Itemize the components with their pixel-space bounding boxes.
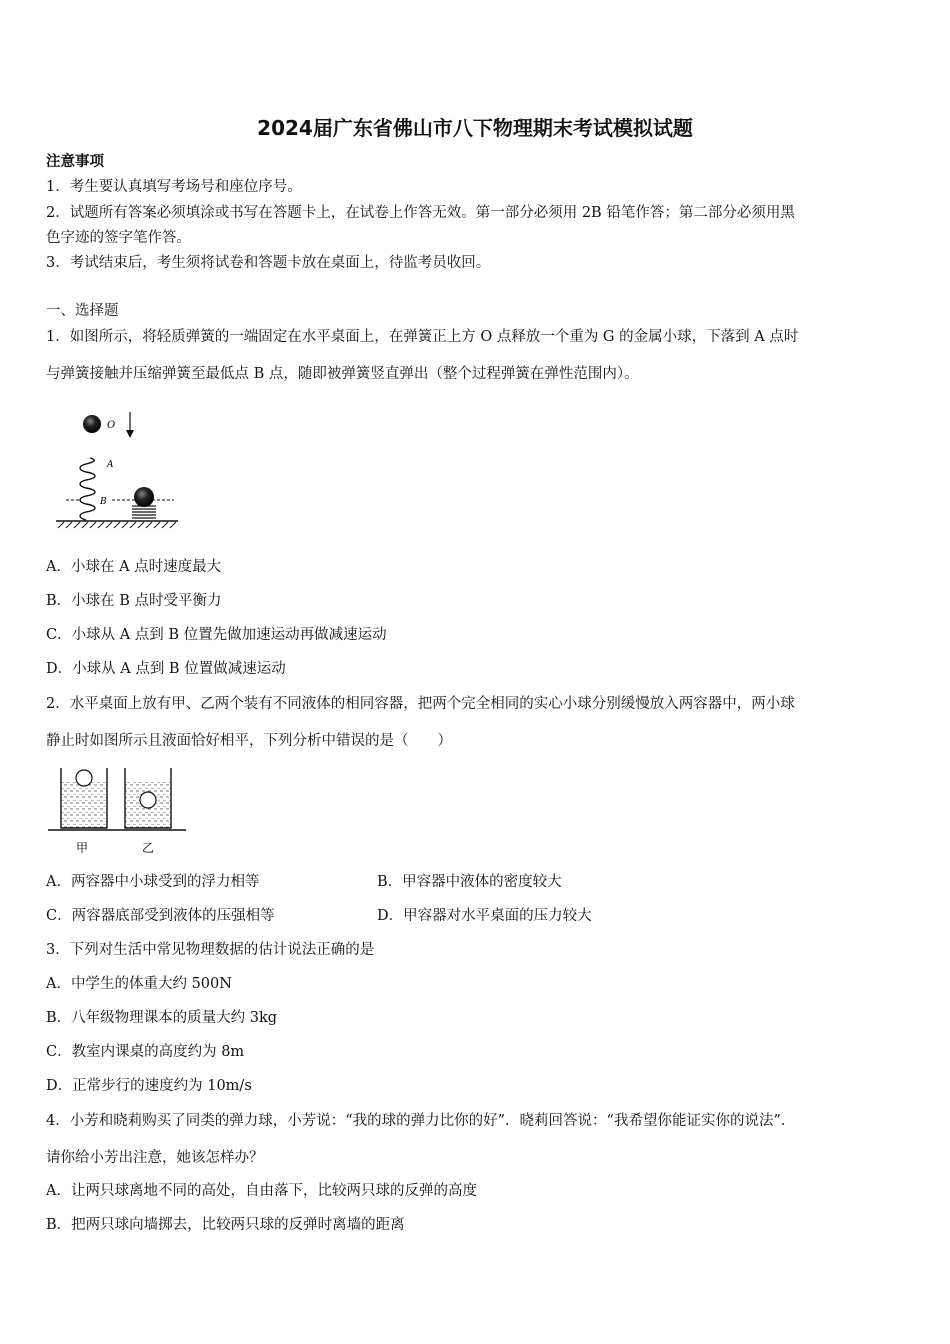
falling-ball bbox=[83, 415, 101, 433]
notice-heading: 注意事项 bbox=[46, 153, 104, 170]
compressed-ball bbox=[134, 487, 154, 507]
page-title: 2024届广东省佛山市八下物理期末考试模拟试题 bbox=[257, 116, 693, 140]
fall-arrow-head bbox=[126, 430, 134, 438]
yi-ball bbox=[140, 792, 156, 808]
q4-stem-line1: 4．小芳和晓莉购买了同类的弹力球，小芳说：“我的球的弹力比你的好”．晓莉回答说：“我希望你能证实你的说法”． bbox=[46, 1113, 796, 1129]
q3-option-b: B．八年级物理课本的质量大约 3kg bbox=[46, 1010, 278, 1026]
q1-spring-figure bbox=[50, 402, 190, 534]
q1-stem-line2: 与弹簧接触并压缩弹簧至最低点 B 点，随即被弹簧竖直弹出（整个过程弹簧在弹性范围内）。 bbox=[46, 366, 639, 382]
q1-option-b: B．小球在 B 点时受平衡力 bbox=[46, 593, 222, 609]
table-hatching bbox=[58, 522, 176, 528]
q4-option-b: B．把两只球向墙掷去，比较两只球的反弹时离墙的距离 bbox=[46, 1217, 405, 1233]
q1-option-c: C．小球从 A 点到 B 位置先做加速运动再做减速运动 bbox=[46, 627, 387, 643]
q4-option-a: A．让两只球离地不同的高处，自由落下，比较两只球的反弹的高度 bbox=[46, 1183, 477, 1199]
q2-stem-line1: 2．水平桌面上放有甲、乙两个装有不同液体的相同容器，把两个完全相同的实心小球分别缓慢放入两容器中，两小球 bbox=[46, 696, 795, 712]
section-heading: 一、选择题 bbox=[46, 303, 119, 319]
q3-stem: 3．下列对生活中常见物理数据的估计说法正确的是 bbox=[46, 942, 375, 958]
q2-option-b: B．甲容器中液体的密度较大 bbox=[377, 874, 562, 890]
notice-item-2: 2．试题所有答案必须填涂或书写在答题卡上，在试卷上作答无效。第一部分必须用 2B 铅笔作答；第二部分必须用黑 bbox=[46, 205, 795, 221]
jia-ball bbox=[76, 770, 92, 786]
label-b: B bbox=[100, 497, 107, 507]
notice-item-2-cont: 色字迹的签字笔作答。 bbox=[46, 230, 191, 246]
q2-stem-line2: 静止时如图所示且液面恰好相平，下列分析中错误的是（ ） bbox=[46, 733, 452, 749]
q1-option-a: A．小球在 A 点时速度最大 bbox=[46, 559, 222, 575]
q2-option-a: A．两容器中小球受到的浮力相等 bbox=[46, 874, 260, 890]
q3-option-a: A．中学生的体重大约 500N bbox=[46, 976, 232, 992]
q2-option-c: C．两容器底部受到液体的压强相等 bbox=[46, 908, 275, 924]
q1-stem-line1: 1．如图所示，将轻质弹簧的一端固定在水平桌面上，在弹簧正上方 O 点释放一个重为 G 的金属小球，下落到 A 点时 bbox=[46, 329, 799, 345]
q4-stem-line2: 请你给小芳出注意，她该怎样办？ bbox=[46, 1150, 264, 1166]
q2-option-d: D．甲容器对水平桌面的压力较大 bbox=[377, 908, 592, 924]
q3-option-c: C．教室内课桌的高度约为 8m bbox=[46, 1044, 245, 1060]
spring-left bbox=[80, 458, 95, 520]
label-yi: 乙 bbox=[142, 841, 155, 855]
q1-option-d: D．小球从 A 点到 B 位置做减速运动 bbox=[46, 661, 286, 677]
q3-option-d: D．正常步行的速度约为 10m/s bbox=[46, 1078, 252, 1094]
notice-item-1: 1．考生要认真填写考场号和座位序号。 bbox=[46, 179, 302, 195]
label-jia: 甲 bbox=[76, 841, 89, 855]
label-o: O bbox=[107, 420, 116, 431]
q2-containers-figure bbox=[46, 764, 190, 858]
label-a: A bbox=[107, 460, 114, 470]
spring-right-compressed bbox=[132, 506, 156, 518]
notice-item-3: 3．考试结束后，考生须将试卷和答题卡放在桌面上，待监考员收回。 bbox=[46, 255, 491, 271]
jia-liquid bbox=[61, 780, 107, 828]
